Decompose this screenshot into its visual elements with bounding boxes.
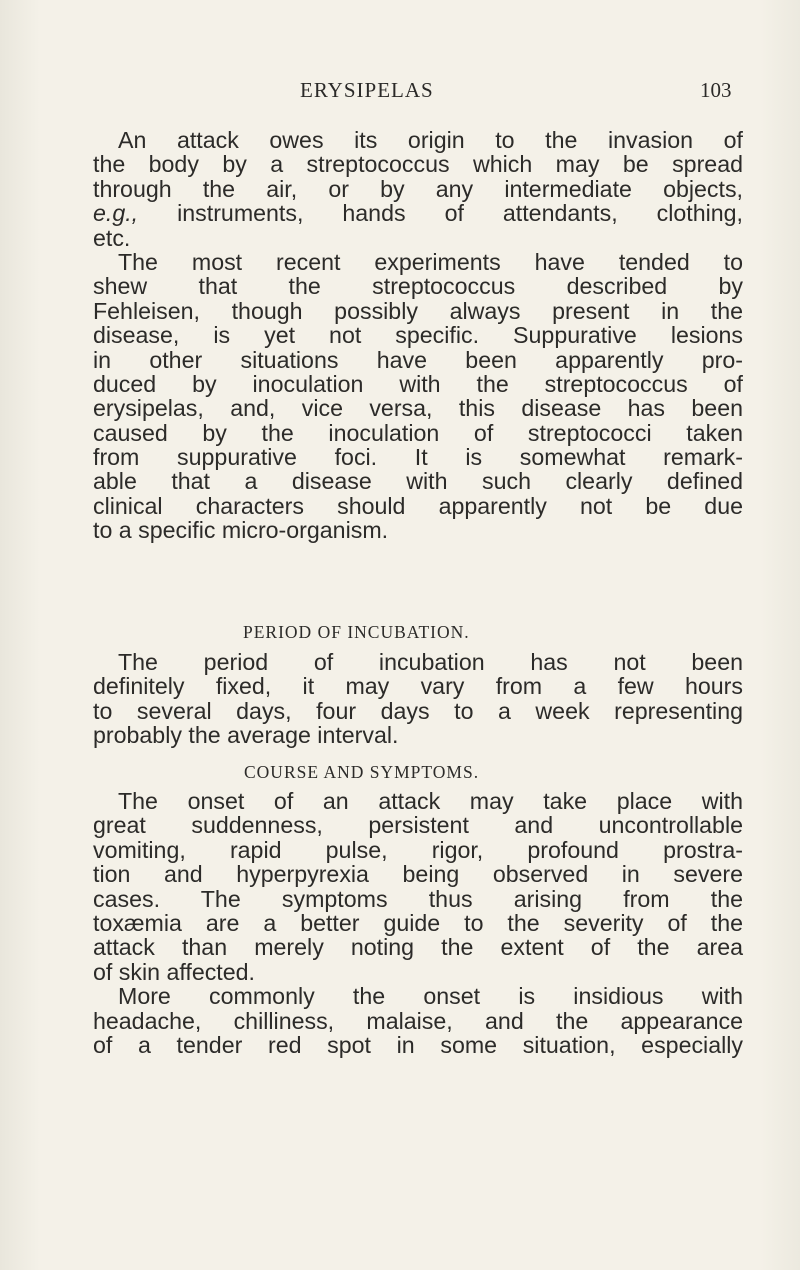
text-line: able that a disease with such clearly defined <box>93 468 743 495</box>
text-line: disease, is yet not specific. Suppurative lesions <box>93 322 743 349</box>
text-line: in other situations have been apparently pro- <box>93 346 743 373</box>
text-line: the body by a streptococcus which may be spread <box>93 151 743 178</box>
section-heading-incubation: PERIOD OF INCUBATION. <box>243 622 470 642</box>
text-line: great suddenness, persistent and uncontrollable <box>93 812 743 839</box>
text-line: tion and hyperpyrexia being observed in severe <box>93 861 743 888</box>
text-line <box>93 201 743 225</box>
text-line: through the air, or by any intermediate objects, <box>93 175 743 202</box>
text-line: toxæmia are a better guide to the severity of the <box>93 909 743 936</box>
text-line: clinical characters should apparently not be due <box>93 492 743 519</box>
text-line: shew that the streptococcus described by <box>93 273 743 300</box>
text-line: cases. The symptoms thus arising from the <box>93 885 743 912</box>
text-line: erysipelas, and, vice versa, this disease has been <box>93 395 743 422</box>
text-line: etc. <box>93 224 131 251</box>
text-line: Fehleisen, though possibly always present in the <box>93 297 743 324</box>
text-line: The onset of an attack may take place with <box>118 788 743 814</box>
paragraph-origin-and-experiments <box>93 128 743 543</box>
text-line: to several days, four days to a week representing <box>93 697 743 724</box>
text-line: vomiting, rapid pulse, rigor, profound prostra- <box>93 836 743 863</box>
text-line: from suppurative foci. It is somewhat remark- <box>93 444 743 471</box>
text-line: definitely fixed, it may vary from a few hours <box>93 673 743 700</box>
italic-eg: e.g., <box>93 200 139 227</box>
section-heading-course: COURSE AND SYMPTOMS. <box>244 762 480 782</box>
text-line: The most recent experiments have tended to <box>118 248 743 275</box>
text-line: More commonly the onset is insidious with <box>118 983 743 1010</box>
text-line: caused by the inoculation of streptococci taken <box>93 419 743 446</box>
text-line: to a specific micro-organism. <box>93 517 389 544</box>
text-line: of a tender red spot in some situation, especially <box>93 1031 743 1058</box>
text-line: attack than merely noting the extent of the area <box>93 934 743 961</box>
text-line: duced by inoculation with the streptococcus of <box>93 370 743 397</box>
paragraph-course-and-symptoms <box>93 789 743 1057</box>
text-line-rest: instruments, hands of attendants, clothing, <box>138 200 743 227</box>
running-head: ERYSIPELAS <box>300 78 434 102</box>
text-line: of skin affected. <box>93 958 255 985</box>
text-line: headache, chilliness, malaise, and the appearance <box>93 1007 743 1034</box>
text-line: The period of incubation has not been <box>118 649 743 675</box>
text-line: An attack owes its origin to the invasion of <box>118 127 743 153</box>
text-line: probably the average interval. <box>93 722 399 749</box>
page-number: 103 <box>700 78 732 102</box>
paragraph-incubation <box>93 650 743 748</box>
